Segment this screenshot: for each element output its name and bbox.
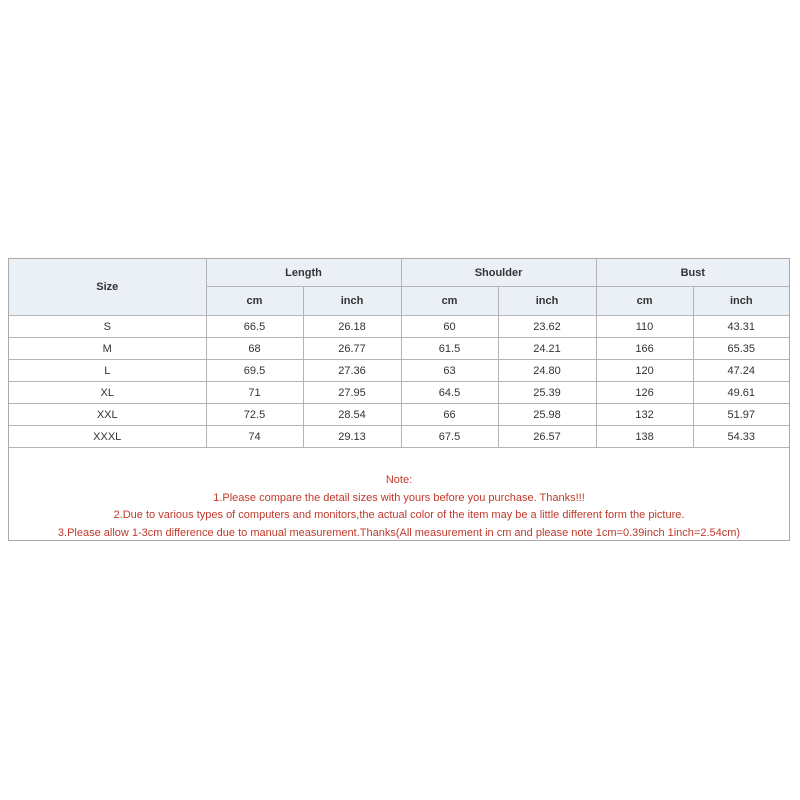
bust-header: Bust	[596, 259, 789, 287]
size-cell: S	[9, 316, 206, 338]
value-cell: 68	[206, 338, 303, 360]
size-cell: XL	[9, 382, 206, 404]
value-cell: 54.33	[693, 426, 789, 448]
value-cell: 67.5	[401, 426, 498, 448]
value-cell: 120	[596, 360, 693, 382]
size-table	[9, 259, 789, 448]
table-header	[9, 259, 789, 316]
value-cell: 72.5	[206, 404, 303, 426]
note-line-2: 2.Due to various types of computers and monitors,the actual color of the item may be a little different form the picture.	[113, 509, 685, 521]
shoulder-inch-header: inch	[498, 287, 596, 316]
value-cell: 29.13	[303, 426, 401, 448]
value-cell: 66.5	[206, 316, 303, 338]
value-cell: 23.62	[498, 316, 596, 338]
value-cell: 71	[206, 382, 303, 404]
value-cell: 26.18	[303, 316, 401, 338]
table-row	[9, 404, 789, 426]
value-cell: 26.57	[498, 426, 596, 448]
length-inch-header: inch	[303, 287, 401, 316]
table-row	[9, 360, 789, 382]
note-title: Note:	[385, 474, 413, 486]
value-cell: 26.77	[303, 338, 401, 360]
value-cell: 110	[596, 316, 693, 338]
value-cell: 66	[401, 404, 498, 426]
table-body	[9, 316, 789, 448]
value-cell: 49.61	[693, 382, 789, 404]
header-row-groups	[9, 259, 789, 287]
value-cell: 25.98	[498, 404, 596, 426]
value-cell: 60	[401, 316, 498, 338]
value-cell: 126	[596, 382, 693, 404]
length-cm-header: cm	[206, 287, 303, 316]
table-row	[9, 426, 789, 448]
value-cell: 64.5	[401, 382, 498, 404]
value-cell: 24.21	[498, 338, 596, 360]
value-cell: 28.54	[303, 404, 401, 426]
table-row	[9, 382, 789, 404]
value-cell: 74	[206, 426, 303, 448]
value-cell: 166	[596, 338, 693, 360]
value-cell: 27.36	[303, 360, 401, 382]
value-cell: 43.31	[693, 316, 789, 338]
value-cell: 27.95	[303, 382, 401, 404]
length-header: Length	[206, 259, 401, 287]
value-cell: 25.39	[498, 382, 596, 404]
value-cell: 138	[596, 426, 693, 448]
size-header: Size	[9, 259, 206, 316]
value-cell: 63	[401, 360, 498, 382]
shoulder-cm-header: cm	[401, 287, 498, 316]
notes-section	[9, 472, 789, 542]
value-cell: 51.97	[693, 404, 789, 426]
size-cell: L	[9, 360, 206, 382]
note-line-1: 1.Please compare the detail sizes with yours before you purchase. Thanks!!!	[213, 491, 585, 504]
table-row	[9, 316, 789, 338]
value-cell: 69.5	[206, 360, 303, 382]
bust-cm-header: cm	[596, 287, 693, 316]
value-cell: 61.5	[401, 338, 498, 360]
note-line-3: 3.Please allow 1-3cm difference due to manual measurement.Thanks(All measurement in cm and please note 1cm=0.39inch 1inch=2.54cm)	[57, 526, 741, 539]
table-row	[9, 338, 789, 360]
bust-inch-header: inch	[693, 287, 789, 316]
shoulder-header: Shoulder	[401, 259, 596, 287]
value-cell: 24.80	[498, 360, 596, 382]
value-cell: 47.24	[693, 360, 789, 382]
size-chart	[8, 258, 790, 541]
size-cell: M	[9, 338, 206, 360]
size-cell: XXL	[9, 404, 206, 426]
value-cell: 65.35	[693, 338, 789, 360]
value-cell: 132	[596, 404, 693, 426]
size-cell: XXXL	[9, 426, 206, 448]
